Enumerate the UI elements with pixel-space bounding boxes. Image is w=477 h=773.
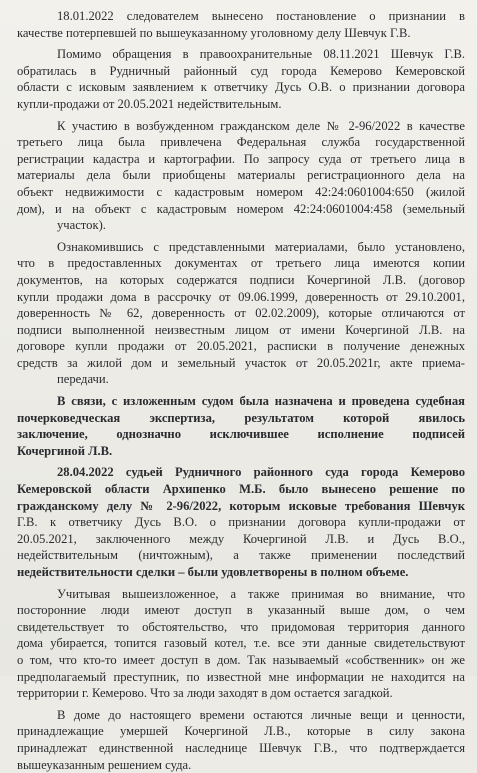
text-line: принадлежат единственной наследнице Шевчук Г.В., что подтверждается	[17, 740, 465, 755]
text-line: 18.01.2022 следователем вынесено постановление о признании в	[57, 9, 465, 23]
paragraph-access	[17, 586, 465, 702]
paragraph-third-party	[17, 118, 465, 234]
text-line: материалы дела были приобщены материалы регистрационного дела на	[17, 168, 465, 183]
text-line: передачи.	[57, 372, 109, 387]
text-line: регистрации кадастра и картографии. По запросу суда от третьего лица в	[17, 151, 465, 166]
text-line: 28.04.2022 судьей Рудничного районного суда города Кемерово	[57, 465, 465, 480]
text-line: Учитывая вышеизложенное, а также принимая во внимание, что	[57, 586, 465, 601]
paragraph-signatures	[17, 239, 465, 388]
text-line: В доме до настоящего времени остаются личные вещи и ценности,	[57, 707, 465, 722]
text-line: посторонние люди имеют доступ в указанный выше дом, о чем	[17, 603, 465, 618]
text-line: Г.В. к ответчику Дусь В.О. о признании договора купли-продажи от	[17, 515, 465, 530]
text-line: качестве потерпевшей по вышеуказанному уголовному делу Шевчук Г.В.	[17, 25, 411, 40]
text-line: территории г. Кемерово. Что за люди заходят в дом остается загадкой.	[17, 686, 393, 701]
paragraph-expertise	[17, 393, 465, 459]
text-line: области с исковым заявлением к ответчику Дусь О.В. о признании договора	[17, 80, 465, 95]
text-line: предполагаемый преступник, по известной мне информации не находится на	[17, 669, 465, 684]
text-line: дом), и на объект с кадастровым номером 42:24:0601004:458 (земельный	[17, 201, 465, 216]
text-line: вышеуказанным решением суда.	[17, 757, 192, 772]
text-line: что в предоставленных документах от третьего лица имеются копии	[17, 256, 465, 271]
text-line: доверенность № 62, доверенность от 02.02.2009), которые отличаются от	[17, 306, 465, 321]
text-line: третьего лица была привлечена Федеральная служба государственной	[17, 135, 465, 150]
paragraph-belongings	[17, 707, 465, 773]
text-line: В связи, с изложенным судом была назначена и проведена судебная	[57, 394, 465, 409]
text-line: средств за жилой дом и земельный участок от 20.05.2021г, акте приема-	[17, 355, 465, 370]
text-line: подписи выполненной неизвестным лицом от имени Кочергиной Л.В. на	[17, 322, 465, 337]
text-line: недействительности сделки – были удовлетворены в полном объеме.	[17, 565, 409, 579]
text-line: 20.05.2021, заключенного между Кочергиной Л.В. и Дусь В.О.,	[17, 531, 465, 546]
text-line: купли-продажи от 20.05.2021 недействительным.	[17, 96, 282, 111]
text-line: почерковедческая экспертиза, результатом которой явилось	[17, 410, 465, 425]
text-line: свидетельствует то обстоятельство, что придомовая территория данного	[17, 619, 465, 634]
text-line: объект недвижимости с кадастровым номером 42:24:0601004:650 (жилой	[17, 184, 465, 199]
paragraph-court-claim	[17, 46, 465, 112]
text-line: принадлежащие умершей Кочергиной Л.В., которые в силу закона	[17, 724, 465, 739]
text-line: Кемеровской области Архипенко М.Б. было вынесено решение по	[17, 482, 465, 497]
text-line: Кочергиной Л.В.	[17, 443, 113, 458]
text-line: договоре купли продажи от 20.05.2021, расписки в получение денежных	[17, 339, 465, 354]
text-line: Ознакомившись с представленными материалами, было установлено,	[57, 239, 465, 254]
text-line: дома убирается, топится газовый котел, т.е. все эти данные свидетельствуют	[17, 636, 465, 651]
text-line: Помимо обращения в правоохранительные 08.11.2021 Шевчук Г.В.	[57, 47, 465, 62]
text-line: гражданскому делу № 2-96/2022, которым исковые требования Шевчук	[17, 498, 465, 513]
text-line: документов, на которых содержатся подписи Кочергиной Л.В. (договор	[17, 272, 465, 287]
text-line: недействительным (ничтожным), а также применении последствий	[17, 548, 465, 563]
text-line: К участию в возбужденном гражданском деле № 2-96/2022 в качестве	[57, 118, 465, 133]
paragraph-court-decision	[17, 464, 465, 580]
text-line: участок).	[57, 218, 106, 233]
text-line: обратилась в Рудничный районный суд города Кемерово Кемеровской	[17, 63, 465, 78]
text-line: о том, что кто-то имеет доступ в дом. Так называемый «собственник» он же	[17, 652, 465, 667]
text-line: заключение, однозначно исключившее исполнение подписей	[17, 427, 465, 442]
paragraph-victim-status	[17, 8, 465, 41]
text-line: купли продажи дома в рассрочку от 09.06.1999, доверенность от 29.10.2001,	[17, 289, 465, 304]
